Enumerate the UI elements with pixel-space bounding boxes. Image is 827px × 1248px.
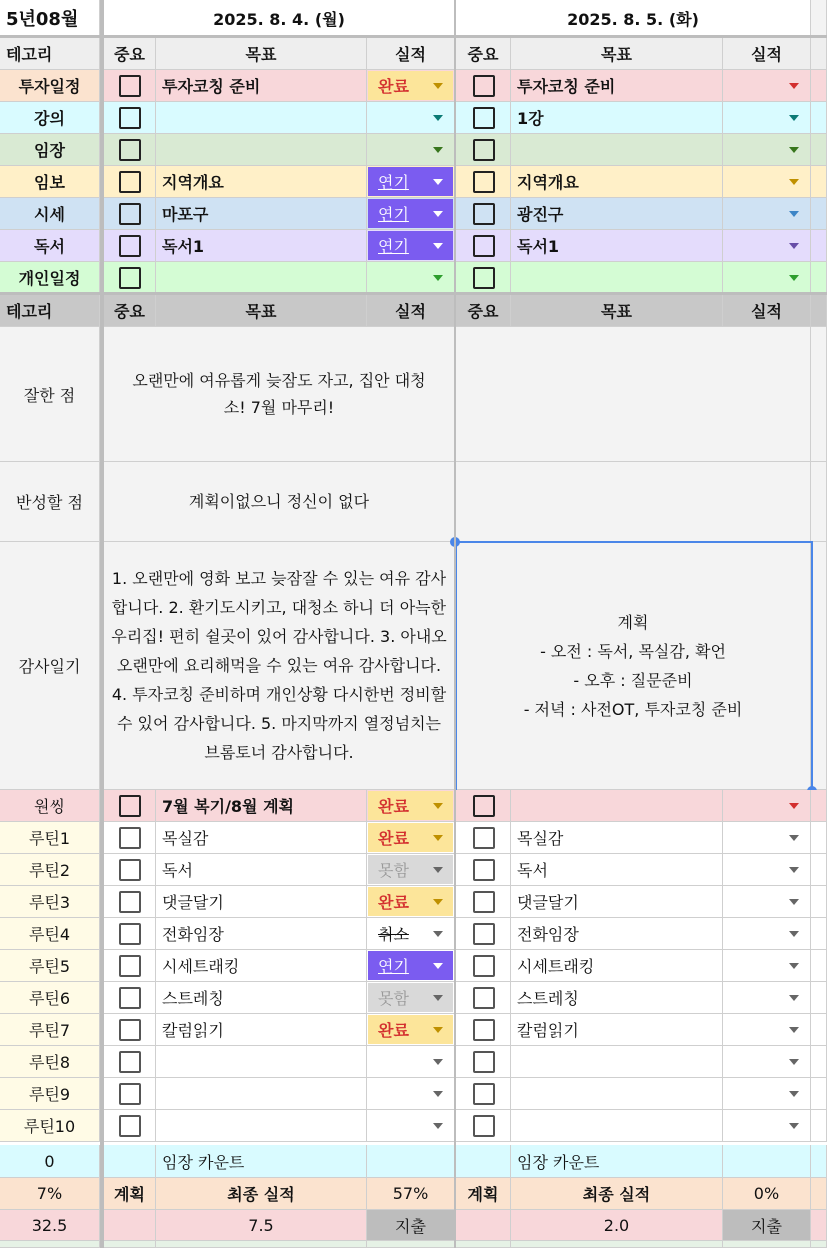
important-checkbox[interactable] <box>473 1019 495 1041</box>
plan-line: 계획 <box>617 612 649 632</box>
onething-label[interactable]: 원씽 <box>0 790 100 822</box>
header-result[interactable]: 실적 <box>367 37 455 70</box>
cell[interactable] <box>104 1145 156 1178</box>
important-checkbox[interactable] <box>473 891 495 913</box>
column-divider <box>454 0 456 1248</box>
chevron-down-icon[interactable] <box>789 83 799 89</box>
goal-cell[interactable] <box>511 1046 723 1078</box>
important-checkbox[interactable] <box>119 1083 141 1105</box>
chevron-down-icon[interactable] <box>789 275 799 281</box>
important-checkbox[interactable] <box>119 1115 141 1137</box>
cell[interactable] <box>811 1110 827 1142</box>
header-important[interactable]: 중요 <box>456 37 511 70</box>
important-checkbox[interactable] <box>473 235 495 257</box>
important-checkbox[interactable] <box>119 859 141 881</box>
routine-label[interactable]: 루틴5 <box>0 950 100 982</box>
status-dropdown[interactable]: 완료 <box>368 71 453 100</box>
cell[interactable] <box>723 1145 811 1178</box>
column-divider <box>100 0 104 1248</box>
chevron-down-icon[interactable] <box>433 995 443 1001</box>
cell[interactable] <box>811 886 827 918</box>
cell[interactable] <box>456 462 811 542</box>
category-label[interactable]: 투자일정 <box>0 70 100 102</box>
chevron-down-icon[interactable] <box>789 931 799 937</box>
status-dropdown[interactable]: 완료 <box>368 887 453 916</box>
cell[interactable] <box>811 1046 827 1078</box>
goal-cell[interactable]: 투자코칭 준비 <box>511 70 723 102</box>
header-category[interactable]: 테고리 <box>0 37 100 70</box>
chevron-down-icon[interactable] <box>433 1123 443 1129</box>
goal-cell[interactable]: 7월 복기/8월 계획 <box>156 790 367 822</box>
goal-cell[interactable] <box>511 1110 723 1142</box>
plan-line: - 오후 : 질문준비 <box>573 670 693 690</box>
routine-label[interactable]: 루틴8 <box>0 1046 100 1078</box>
goal-cell[interactable] <box>156 1110 367 1142</box>
goal-cell[interactable]: 칼럼읽기 <box>156 1014 367 1046</box>
cell[interactable] <box>811 1145 827 1178</box>
goal-cell[interactable] <box>156 134 367 166</box>
routine-label[interactable]: 루틴7 <box>0 1014 100 1046</box>
cell[interactable] <box>511 1241 723 1248</box>
plan-line: - 저녁 : 사전OT, 투자코칭 준비 <box>523 699 743 719</box>
important-checkbox[interactable] <box>473 171 495 193</box>
cell[interactable] <box>811 1210 827 1241</box>
important-checkbox[interactable] <box>119 891 141 913</box>
goal-cell[interactable]: 광진구 <box>511 198 723 230</box>
chevron-down-icon[interactable] <box>789 243 799 249</box>
chevron-down-icon[interactable] <box>433 1027 443 1033</box>
count-label[interactable]: 임장 카운트 <box>511 1145 723 1178</box>
chevron-down-icon[interactable] <box>433 211 443 217</box>
cell[interactable] <box>811 327 827 462</box>
cell[interactable] <box>811 198 827 230</box>
cell[interactable] <box>811 1014 827 1046</box>
important-checkbox[interactable] <box>119 955 141 977</box>
date-header-day1[interactable]: 2025. 8. 4. (월) <box>104 0 455 37</box>
header-result[interactable]: 실적 <box>723 294 811 327</box>
goal-cell[interactable]: 지역개요 <box>511 166 723 198</box>
reflection-text[interactable]: 계획이없으니 정신이 없다 <box>104 462 455 542</box>
chevron-down-icon[interactable] <box>433 243 443 249</box>
chevron-down-icon[interactable] <box>789 211 799 217</box>
important-checkbox[interactable] <box>119 1051 141 1073</box>
chevron-down-icon[interactable] <box>433 835 443 841</box>
row-divider <box>0 292 827 295</box>
important-checkbox[interactable] <box>119 203 141 225</box>
category-label[interactable]: 강의 <box>0 102 100 134</box>
goal-cell[interactable] <box>156 102 367 134</box>
goal-cell[interactable] <box>511 134 723 166</box>
cell[interactable] <box>156 1241 367 1248</box>
cell[interactable] <box>723 1241 811 1248</box>
goal-cell[interactable]: 목실감 <box>511 822 723 854</box>
important-checkbox[interactable] <box>473 923 495 945</box>
chevron-down-icon[interactable] <box>433 275 443 281</box>
goal-cell[interactable]: 독서1 <box>156 230 367 262</box>
cell[interactable] <box>811 790 827 822</box>
cell[interactable] <box>0 1241 100 1248</box>
goal-cell[interactable]: 독서 <box>156 854 367 886</box>
expense-value[interactable]: 2.0 <box>511 1210 723 1241</box>
routine-label[interactable]: 루틴4 <box>0 918 100 950</box>
plan-label[interactable]: 계획 <box>104 1178 156 1210</box>
chevron-down-icon[interactable] <box>789 803 799 809</box>
important-checkbox[interactable] <box>119 75 141 97</box>
goal-cell[interactable] <box>156 1046 367 1078</box>
cell[interactable] <box>811 134 827 166</box>
routine-label[interactable]: 루틴10 <box>0 1110 100 1142</box>
chevron-down-icon[interactable] <box>789 995 799 1001</box>
goal-cell[interactable]: 스트레칭 <box>511 982 723 1014</box>
reflection-label[interactable]: 반성할 점 <box>0 462 100 542</box>
goal-cell[interactable]: 1강 <box>511 102 723 134</box>
cell[interactable] <box>456 1241 511 1248</box>
important-checkbox[interactable] <box>119 827 141 849</box>
cell[interactable] <box>811 1241 827 1248</box>
status-dropdown[interactable]: 못함 <box>368 855 453 884</box>
status-dropdown[interactable]: 완료 <box>368 791 453 820</box>
goal-cell[interactable] <box>511 790 723 822</box>
cell[interactable] <box>811 230 827 262</box>
important-checkbox[interactable] <box>473 795 495 817</box>
important-checkbox[interactable] <box>473 987 495 1009</box>
chevron-down-icon[interactable] <box>433 83 443 89</box>
important-checkbox[interactable] <box>119 235 141 257</box>
important-checkbox[interactable] <box>473 267 495 289</box>
plan-line: - 오전 : 독서, 목실감, 확언 <box>540 641 726 661</box>
cell[interactable] <box>811 0 827 37</box>
routine-label[interactable]: 루틴3 <box>0 886 100 918</box>
important-checkbox[interactable] <box>473 203 495 225</box>
chevron-down-icon[interactable] <box>433 1059 443 1065</box>
goal-cell[interactable]: 스트레칭 <box>156 982 367 1014</box>
expense-value[interactable]: 7.5 <box>156 1210 367 1241</box>
cell-selection-border <box>455 541 813 792</box>
count-value[interactable]: 0 <box>0 1145 100 1178</box>
cell[interactable] <box>811 462 827 542</box>
goal-cell[interactable]: 투자코칭 준비 <box>156 70 367 102</box>
final-result-percent[interactable]: 0% <box>723 1178 811 1210</box>
chevron-down-icon[interactable] <box>789 835 799 841</box>
goal-cell[interactable] <box>511 262 723 294</box>
row-divider <box>0 35 827 38</box>
cell[interactable] <box>811 37 827 70</box>
chevron-down-icon[interactable] <box>789 899 799 905</box>
final-result-percent[interactable]: 57% <box>367 1178 455 1210</box>
chevron-down-icon[interactable] <box>433 963 443 969</box>
gratitude-label[interactable]: 감사일기 <box>0 542 100 790</box>
chevron-down-icon[interactable] <box>789 1059 799 1065</box>
goal-cell[interactable]: 시세트래킹 <box>511 950 723 982</box>
cell[interactable] <box>367 1241 455 1248</box>
status-dropdown[interactable]: 연기 <box>368 231 453 260</box>
cell[interactable] <box>811 166 827 198</box>
routine-label[interactable]: 루틴1 <box>0 822 100 854</box>
cell[interactable] <box>811 854 827 886</box>
chevron-down-icon[interactable] <box>789 115 799 121</box>
final-result-label[interactable]: 최종 실적 <box>511 1178 723 1210</box>
final-result-label[interactable]: 최종 실적 <box>156 1178 367 1210</box>
important-checkbox[interactable] <box>473 1051 495 1073</box>
important-checkbox[interactable] <box>119 139 141 161</box>
chevron-down-icon[interactable] <box>789 1091 799 1097</box>
routine-label[interactable]: 루틴2 <box>0 854 100 886</box>
cell[interactable] <box>456 327 811 462</box>
goal-cell[interactable]: 댓글달기 <box>511 886 723 918</box>
cell[interactable] <box>811 294 827 327</box>
chevron-down-icon[interactable] <box>433 179 443 185</box>
goal-cell[interactable]: 마포구 <box>156 198 367 230</box>
chevron-down-icon[interactable] <box>433 147 443 153</box>
chevron-down-icon[interactable] <box>433 867 443 873</box>
important-checkbox[interactable] <box>473 75 495 97</box>
goal-cell[interactable]: 전화임장 <box>156 918 367 950</box>
cell[interactable] <box>456 1145 511 1178</box>
header-result[interactable]: 실적 <box>723 37 811 70</box>
important-checkbox[interactable] <box>473 107 495 129</box>
header-important[interactable]: 중요 <box>104 294 156 327</box>
date-header-day2[interactable]: 2025. 8. 5. (화) <box>456 0 811 37</box>
count-label[interactable]: 임장 카운트 <box>156 1145 367 1178</box>
status-dropdown[interactable]: 연기 <box>368 167 453 196</box>
gratitude-text[interactable]: 1. 오랜만에 영화 보고 늦잠잘 수 있는 여유 감사합니다. 2. 환기도시키고, 대청소 하니 더 아늑한 우리집! 편히 쉴곳이 있어 감사합니다. 3. 아내오 오랜만에 요리해먹을 수 있는 여유 감사합니다. 4. 투자코칭 준비하며 개인상황 다시한번 정비할 수 있어 감사합니다. 5. 마지막까지 열정넘치는 브롬토너 감사합니다. <box>104 542 455 790</box>
important-checkbox[interactable] <box>119 795 141 817</box>
total-value[interactable]: 32.5 <box>0 1210 100 1241</box>
status-dropdown[interactable]: 연기 <box>368 199 453 228</box>
header-result[interactable]: 실적 <box>367 294 455 327</box>
goal-cell[interactable] <box>156 1078 367 1110</box>
status-dropdown[interactable]: 연기 <box>368 951 453 980</box>
category-label[interactable]: 임보 <box>0 166 100 198</box>
cell[interactable] <box>811 262 827 294</box>
important-checkbox[interactable] <box>473 139 495 161</box>
expense-label[interactable]: 지출 <box>723 1210 811 1241</box>
goal-cell[interactable]: 시세트래킹 <box>156 950 367 982</box>
chevron-down-icon[interactable] <box>789 867 799 873</box>
routine-label[interactable]: 루틴6 <box>0 982 100 1014</box>
status-dropdown[interactable]: 못함 <box>368 983 453 1012</box>
header-goal[interactable]: 목표 <box>156 294 367 327</box>
important-checkbox[interactable] <box>119 171 141 193</box>
cell[interactable] <box>811 1078 827 1110</box>
month-label[interactable]: 5년08월 <box>0 0 100 37</box>
percent-value[interactable]: 7% <box>0 1178 100 1210</box>
good-point-text[interactable]: 오랜만에 여유롭게 늦잠도 자고, 집안 대청소! 7월 마무리! <box>104 327 455 462</box>
chevron-down-icon[interactable] <box>433 115 443 121</box>
goal-cell[interactable]: 지역개요 <box>156 166 367 198</box>
cell[interactable] <box>104 1241 156 1248</box>
header-goal[interactable]: 목표 <box>511 294 723 327</box>
cell[interactable] <box>811 982 827 1014</box>
important-checkbox[interactable] <box>473 1083 495 1105</box>
important-checkbox[interactable] <box>119 923 141 945</box>
chevron-down-icon[interactable] <box>433 1091 443 1097</box>
header-goal[interactable]: 목표 <box>156 37 367 70</box>
goal-cell[interactable]: 목실감 <box>156 822 367 854</box>
category-label[interactable]: 시세 <box>0 198 100 230</box>
chevron-down-icon[interactable] <box>433 931 443 937</box>
cell[interactable] <box>456 1210 511 1241</box>
cell[interactable] <box>811 1178 827 1210</box>
cell[interactable] <box>811 102 827 134</box>
chevron-down-icon[interactable] <box>789 963 799 969</box>
cell[interactable] <box>811 542 827 790</box>
status-dropdown[interactable]: 완료 <box>368 1015 453 1044</box>
chevron-down-icon[interactable] <box>789 147 799 153</box>
goal-cell[interactable]: 칼럼읽기 <box>511 1014 723 1046</box>
important-checkbox[interactable] <box>119 1019 141 1041</box>
important-checkbox[interactable] <box>473 859 495 881</box>
chevron-down-icon[interactable] <box>789 179 799 185</box>
status-dropdown[interactable]: 완료 <box>368 823 453 852</box>
plan-label[interactable]: 계획 <box>456 1178 511 1210</box>
cell[interactable] <box>811 822 827 854</box>
cell[interactable] <box>104 1210 156 1241</box>
important-checkbox[interactable] <box>119 267 141 289</box>
category-label[interactable]: 개인일정 <box>0 262 100 294</box>
header-important[interactable]: 중요 <box>456 294 511 327</box>
goal-cell[interactable]: 독서 <box>511 854 723 886</box>
chevron-down-icon[interactable] <box>433 803 443 809</box>
routine-label[interactable]: 루틴9 <box>0 1078 100 1110</box>
goal-cell[interactable]: 댓글달기 <box>156 886 367 918</box>
cell[interactable] <box>811 950 827 982</box>
goal-cell[interactable] <box>156 262 367 294</box>
important-checkbox[interactable] <box>119 107 141 129</box>
header-category[interactable]: 테고리 <box>0 294 100 327</box>
cell[interactable] <box>811 918 827 950</box>
chevron-down-icon[interactable] <box>433 899 443 905</box>
header-important[interactable]: 중요 <box>104 37 156 70</box>
important-checkbox[interactable] <box>119 987 141 1009</box>
important-checkbox[interactable] <box>473 1115 495 1137</box>
cell[interactable] <box>367 1145 455 1178</box>
important-checkbox[interactable] <box>473 827 495 849</box>
category-label[interactable]: 독서 <box>0 230 100 262</box>
status-dropdown[interactable]: 취소 <box>378 925 409 944</box>
goal-cell[interactable]: 전화임장 <box>511 918 723 950</box>
category-label[interactable]: 임장 <box>0 134 100 166</box>
chevron-down-icon[interactable] <box>789 1027 799 1033</box>
header-goal[interactable]: 목표 <box>511 37 723 70</box>
goal-cell[interactable]: 독서1 <box>511 230 723 262</box>
chevron-down-icon[interactable] <box>789 1123 799 1129</box>
good-point-label[interactable]: 잘한 점 <box>0 327 100 462</box>
goal-cell[interactable] <box>511 1078 723 1110</box>
cell[interactable] <box>811 70 827 102</box>
expense-label[interactable]: 지출 <box>367 1210 455 1241</box>
important-checkbox[interactable] <box>473 955 495 977</box>
